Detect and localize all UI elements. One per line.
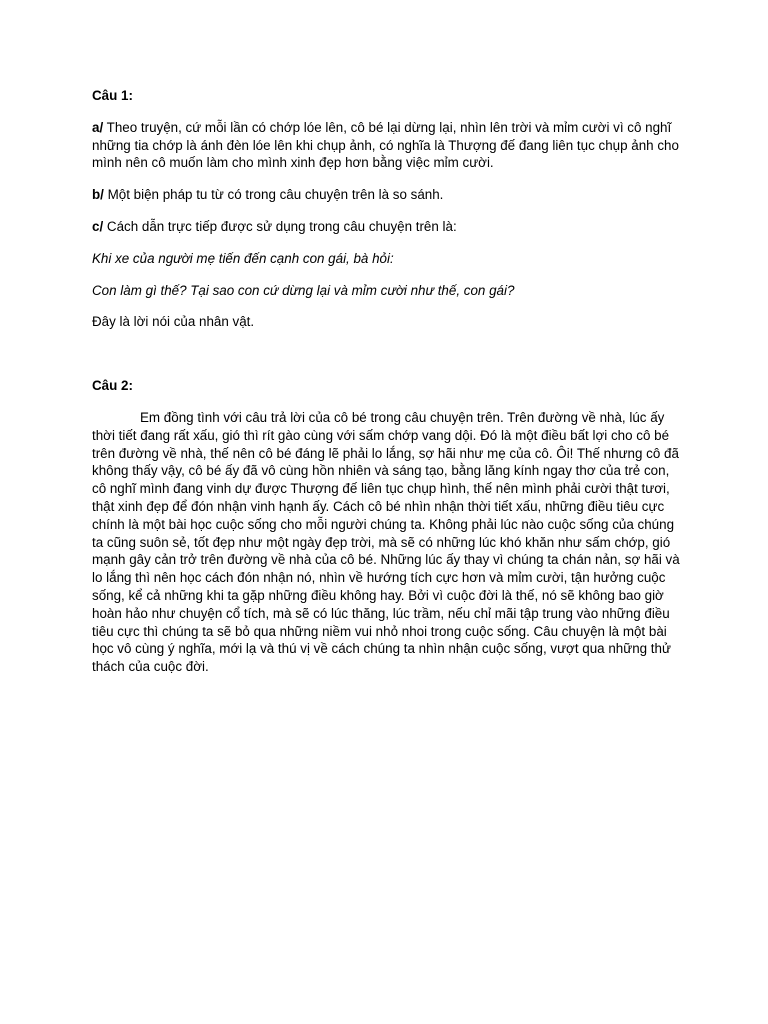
character-speech-note: Đây là lời nói của nhân vật.: [92, 314, 255, 330]
question-2-title: Câu 2:: [92, 378, 133, 394]
quote-line-2: Con làm gì thế? Tại sao con cứ dừng lại và mỉm cười như thế, con gái?: [92, 282, 515, 298]
essay-paragraph: Em đồng tình với câu trả lời của cô bé trong câu chuyện trên. Trên đường về nhà, lúc ấy thời tiết đang rất xấu, gió thì rít gào cùng với sấm chớp vang dội. Đó là một điều bất lợi cho cô bé trên đường về nhà, thế nên cô bé đáng lẽ phải lo lắng, sợ hãi như mẹ của cô. Ôi! Thế nhưng cô đã không thấy vậy, cô bé ấy đã vô cùng hồn nhiên và sáng tạo, bằng lăng kính ngay thơ của trẻ con, cô nghĩ mình đang vinh dự được Thượng đế liên tục chụp hình, thế nên mình phải cười thật tươi, thật xinh đẹp để đón nhận vinh hạnh ấy. Cách cô bé nhìn nhận thời tiết xấu, những điều tiêu cực chính là một bài học cuộc sống cho mỗi người chúng ta. Không phải lúc nào cuộc sống của chúng ta cũng suôn sẻ, tốt đẹp như một ngày đẹp trời, mà sẽ có những lúc khó khăn như sấm chớp, gió mạnh gây cản trở trên đường về nhà của cô bé. Những lúc ấy thay vì chúng ta chán nản, sợ hãi và lo lắng thì nên học cách đón nhận nó, nhìn về hướng tích cực hơn và mỉm cười, tận hưởng cuộc sống, kể cả những khi ta gặp những điều không hay. Bởi vì cuộc đời là thế, nó sẽ không bao giờ hoàn hảo như chuyện cổ tích, mà sẽ có lúc thăng, lúc trầm, nếu chỉ mãi tập trung vào những điều tiêu cực thì chúng ta sẽ bỏ qua những niềm vui nhỏ nhoi trong cuộc sống. Câu chuyện là một bài học vô cùng ý nghĩa, mới lạ và thú vị về cách chúng ta nhìn nhận cuộc sống, vượt qua những thử thách của cuộc đời.: [92, 409, 680, 675]
answer-c: [92, 218, 682, 236]
answer-b-text: Một biện pháp tu từ có trong câu chuyện trên là so sánh.: [103, 187, 444, 203]
answer-c-label: c/: [92, 218, 104, 234]
answer-b: [92, 186, 682, 204]
question-1-title: Câu 1:: [92, 88, 133, 103]
answer-a-label: a/: [92, 119, 104, 135]
document-page: [92, 87, 682, 676]
answer-a-text: Theo truyện, cứ mỗi lần có chớp lóe lên, cô bé lại dừng lại, nhìn lên trời và mỉm cười vì cô nghĩ những tia chớp là ánh đèn lóe lên khi chụp ảnh, có nghĩa là Thượng đế đang liên tục chụp ảnh cho mình nên cô muốn làm cho mình xinh đẹp hơn bằng việc mỉm cười.: [92, 119, 679, 171]
answer-a: [92, 119, 682, 172]
answer-b-label: b/: [92, 187, 104, 203]
quote-line-1: Khi xe của người mẹ tiến đến cạnh con gái, bà hỏi:: [92, 250, 394, 266]
answer-c-text: Cách dẫn trực tiếp được sử dụng trong câu chuyện trên là:: [103, 218, 457, 234]
